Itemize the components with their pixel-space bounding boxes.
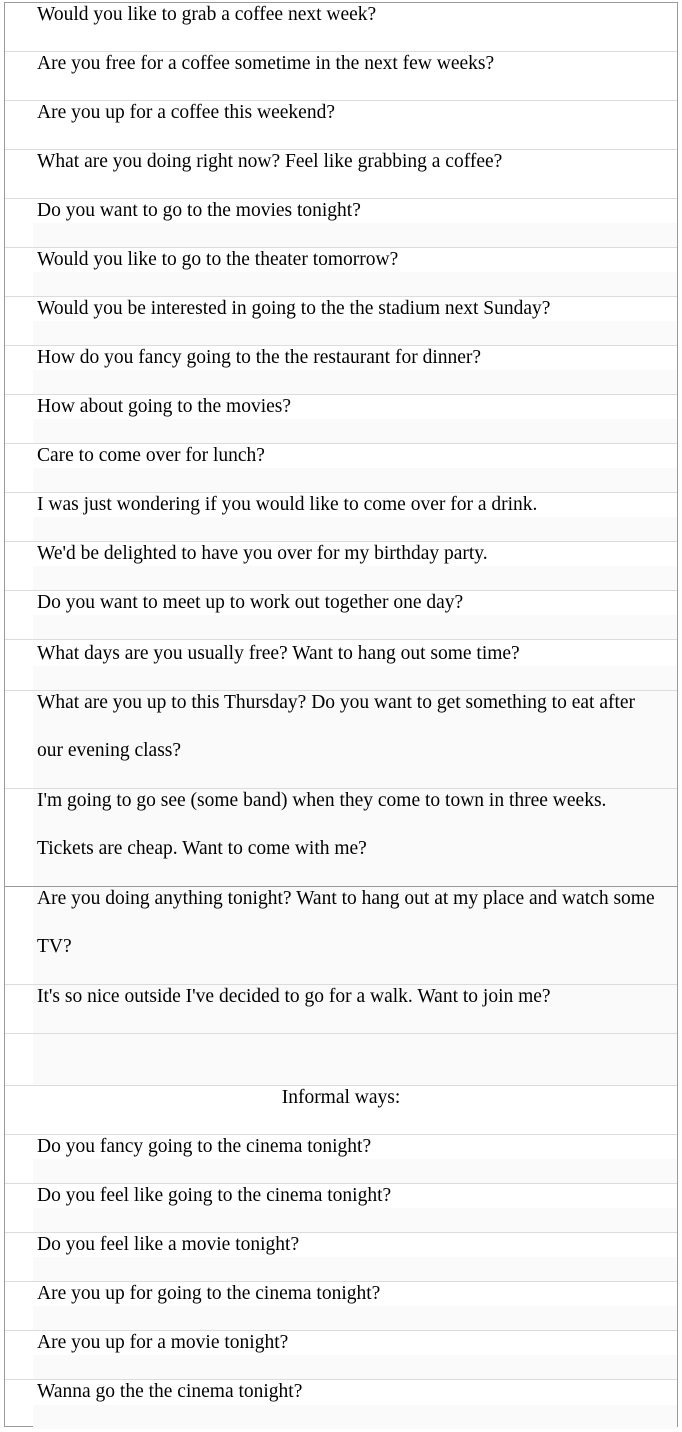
table-row bbox=[5, 395, 677, 444]
phrase-rows bbox=[5, 3, 677, 1429]
table-row bbox=[5, 985, 677, 1034]
table-row bbox=[5, 1380, 677, 1429]
row-shade bbox=[33, 1257, 677, 1281]
table-row bbox=[5, 101, 677, 150]
row-shade bbox=[33, 419, 677, 443]
table-row bbox=[5, 789, 677, 887]
phrase-text: Are you up for going to the cinema tonight? bbox=[37, 1283, 381, 1304]
phrase-text: Are you up for a movie tonight? bbox=[37, 1332, 289, 1353]
table-row bbox=[5, 1135, 677, 1184]
row-shade bbox=[33, 1306, 677, 1330]
row-shade bbox=[33, 1034, 677, 1085]
phrase-text: It's so nice outside I've decided to go for a walk. Want to join me? bbox=[37, 986, 551, 1007]
phrase-text: Would you like to go to the theater tomorrow? bbox=[37, 249, 399, 270]
section-heading: Informal ways: bbox=[281, 1087, 401, 1108]
row-shade bbox=[33, 272, 677, 296]
row-shade bbox=[33, 321, 677, 345]
table-row bbox=[5, 444, 677, 493]
table-row bbox=[5, 346, 677, 395]
phrase-text: Would you like to grab a coffee next week? bbox=[37, 4, 377, 25]
table-row bbox=[5, 1282, 677, 1331]
phrase-text: Do you fancy going to the cinema tonight? bbox=[37, 1136, 372, 1157]
phrase-text: Are you up for a coffee this weekend? bbox=[37, 102, 335, 123]
row-shade bbox=[33, 1208, 677, 1232]
row-shade bbox=[33, 223, 677, 247]
table-row bbox=[5, 248, 677, 297]
phrase-text: Wanna go the the cinema tonight? bbox=[37, 1381, 303, 1402]
table-row bbox=[5, 691, 677, 789]
phrase-text: How do you fancy going to the the restaurant for dinner? bbox=[37, 347, 482, 368]
phrase-text: What days are you usually free? Want to hang out some time? bbox=[37, 643, 520, 664]
phrase-text: Do you want to go to the movies tonight? bbox=[37, 200, 361, 221]
row-shade bbox=[33, 370, 677, 394]
phrase-text: Would you be interested in going to the the stadium next Sunday? bbox=[37, 298, 551, 319]
table-row bbox=[5, 591, 677, 640]
table-row bbox=[5, 199, 677, 248]
table-row bbox=[5, 3, 677, 52]
phrase-text: What are you up to this Thursday? Do you want to get something to eat after our evening class? bbox=[37, 692, 636, 761]
phrase-text: Do you want to meet up to work out together one day? bbox=[37, 592, 464, 613]
phrase-text: Care to come over for lunch? bbox=[37, 445, 265, 466]
table-row bbox=[5, 297, 677, 346]
table-row bbox=[5, 493, 677, 542]
table-row bbox=[5, 1233, 677, 1282]
row-shade bbox=[33, 1405, 677, 1429]
table-row bbox=[5, 887, 677, 985]
table-row bbox=[5, 1184, 677, 1233]
phrase-text: Do you feel like going to the cinema tonight? bbox=[37, 1185, 392, 1206]
table-row bbox=[5, 52, 677, 101]
phrase-text: We'd be delighted to have you over for my birthday party. bbox=[37, 543, 488, 564]
phrase-text: What are you doing right now? Feel like grabbing a coffee? bbox=[37, 151, 503, 172]
row-shade bbox=[33, 615, 677, 639]
row-shade bbox=[33, 1355, 677, 1379]
phrase-text: I'm going to go see (some band) when they come to town in three weeks. Tickets are cheap. Want to come with me? bbox=[37, 790, 607, 859]
table-row bbox=[5, 1331, 677, 1380]
phrase-table bbox=[4, 2, 678, 1427]
row-shade bbox=[33, 1159, 677, 1183]
phrase-text: Are you free for a coffee sometime in the next few weeks? bbox=[37, 53, 495, 74]
phrase-text: Do you feel like a movie tonight? bbox=[37, 1234, 300, 1255]
row-shade bbox=[33, 468, 677, 492]
table-row bbox=[5, 150, 677, 199]
row-shade bbox=[33, 566, 677, 590]
phrase-text: How about going to the movies? bbox=[37, 396, 292, 417]
row-shade bbox=[33, 517, 677, 541]
phrase-text: I was just wondering if you would like to come over for a drink. bbox=[37, 494, 538, 515]
section-heading-row bbox=[5, 1086, 677, 1135]
empty-row bbox=[5, 1034, 677, 1086]
table-row bbox=[5, 542, 677, 591]
phrase-text: Are you doing anything tonight? Want to hang out at my place and watch some TV? bbox=[37, 888, 655, 957]
